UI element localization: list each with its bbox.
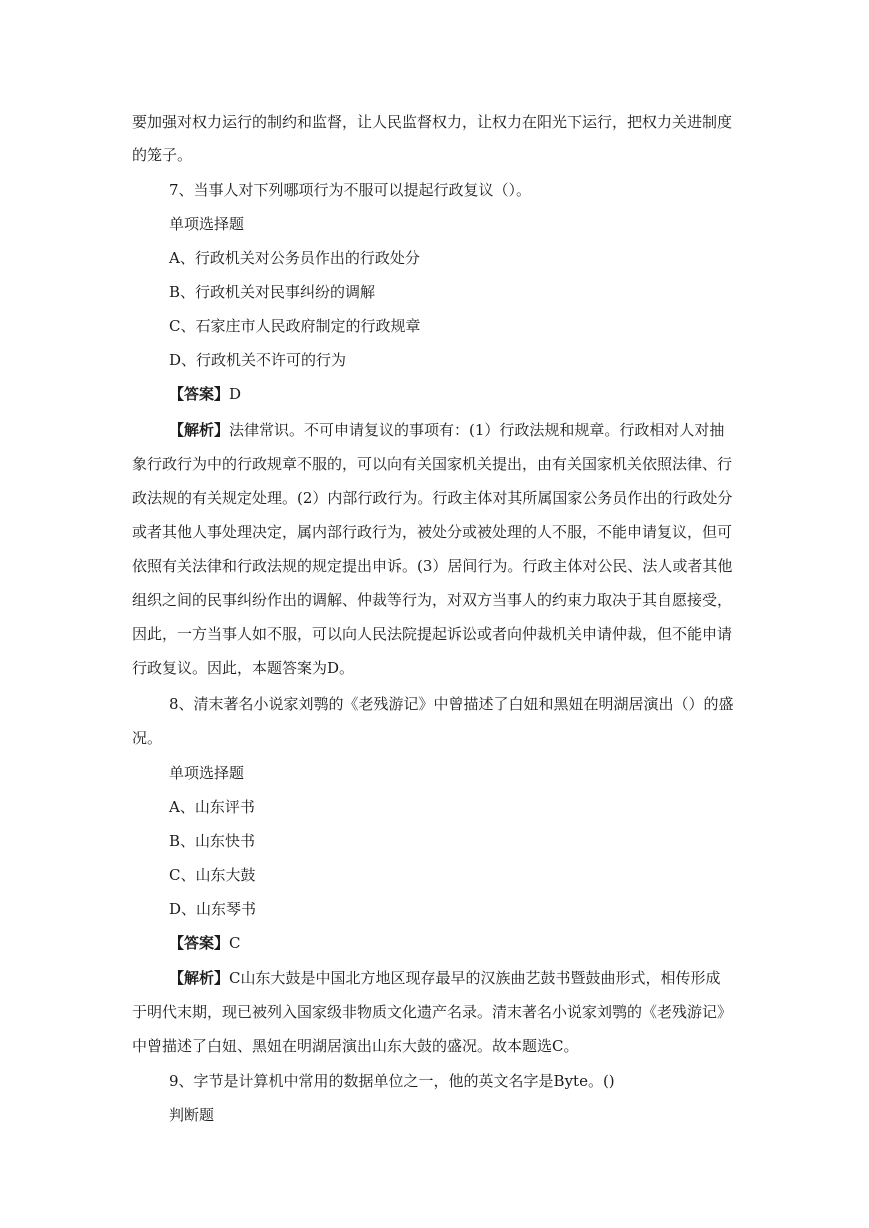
text-line: 或者其他人事处理决定，属内部行政行为，被处分或被处理的人不服，不能申请复议，但可 [132, 523, 733, 541]
text-line: 依照有关法律和行政法规的规定提出申诉。(3）居间行为。行政主体对公民、法人或者其他 [132, 557, 733, 575]
option-c: C、石家庄市人民政府制定的行政规章 [169, 317, 421, 335]
analysis-text: C山东大鼓是中国北方地区现存最早的汉族曲艺鼓书暨鼓曲形式，相传形成 [229, 969, 721, 987]
answer-value: D [229, 385, 242, 403]
text-line: 要加强对权力运行的制约和监督，让人民监督权力，让权力在阳光下运行，把权力关进制度 [132, 113, 733, 131]
question-8-stem: 8、清末著名小说家刘鹗的《老残游记》中曾描述了白妞和黑妞在明湖居演出（）的盛 [169, 695, 734, 713]
option-d: D、山东琴书 [169, 900, 257, 918]
text-line: 的笼子。 [132, 146, 193, 164]
text-line: 于明代末期，现已被列入国家级非物质文化遗产名录。清末著名小说家刘鹗的《老残游记》 [132, 1003, 733, 1021]
answer-value: C [229, 934, 241, 952]
text-line: 况。 [132, 729, 163, 747]
analysis-label: 【解析】 [169, 421, 230, 439]
answer-label: 【答案】 [169, 385, 230, 403]
answer-line [169, 384, 241, 404]
question-7-stem: 7、当事人对下列哪项行为不服可以提起行政复议（）。 [169, 181, 532, 199]
analysis-label: 【解析】 [169, 969, 230, 987]
text-line: 象行政行为中的行政规章不服的，可以向有关国家机关提出，由有关国家机关依照法律、行 [132, 455, 733, 473]
option-b: B、行政机关对民事纠纷的调解 [169, 283, 376, 301]
option-c: C、山东大鼓 [169, 866, 256, 884]
option-b: B、山东快书 [169, 832, 256, 850]
answer-label: 【答案】 [169, 934, 230, 952]
analysis-line [169, 968, 721, 988]
option-d: D、行政机关不许可的行为 [169, 351, 347, 369]
option-a: A、山东评书 [169, 798, 255, 816]
analysis-text: 法律常识。不可申请复议的事项有：(1）行政法规和规章。行政相对人对抽 [229, 421, 725, 439]
question-type: 判断题 [169, 1106, 215, 1124]
question-9-stem: 9、字节是计算机中常用的数据单位之一，他的英文名字是Byte。() [169, 1072, 615, 1090]
question-type: 单项选择题 [169, 764, 245, 782]
text-line: 行政复议。因此，本题答案为D。 [132, 659, 355, 677]
text-line: 组织之间的民事纠纷作出的调解、仲裁等行为，对双方当事人的约束力取决于其自愿接受， [132, 591, 733, 609]
text-line: 因此，一方当事人如不服，可以向人民法院提起诉讼或者向仲裁机关申请仲裁，但不能申请 [132, 625, 733, 643]
option-a: A、行政机关对公务员作出的行政处分 [169, 249, 420, 267]
text-line: 政法规的有关规定处理。(2）内部行政行为。行政主体对其所属国家公务员作出的行政处分 [132, 489, 733, 507]
text-line: 中曾描述了白妞、黑妞在明湖居演出山东大鼓的盛况。故本题选C。 [132, 1037, 579, 1055]
analysis-line [169, 420, 724, 440]
answer-line [169, 933, 241, 953]
question-type: 单项选择题 [169, 215, 245, 233]
